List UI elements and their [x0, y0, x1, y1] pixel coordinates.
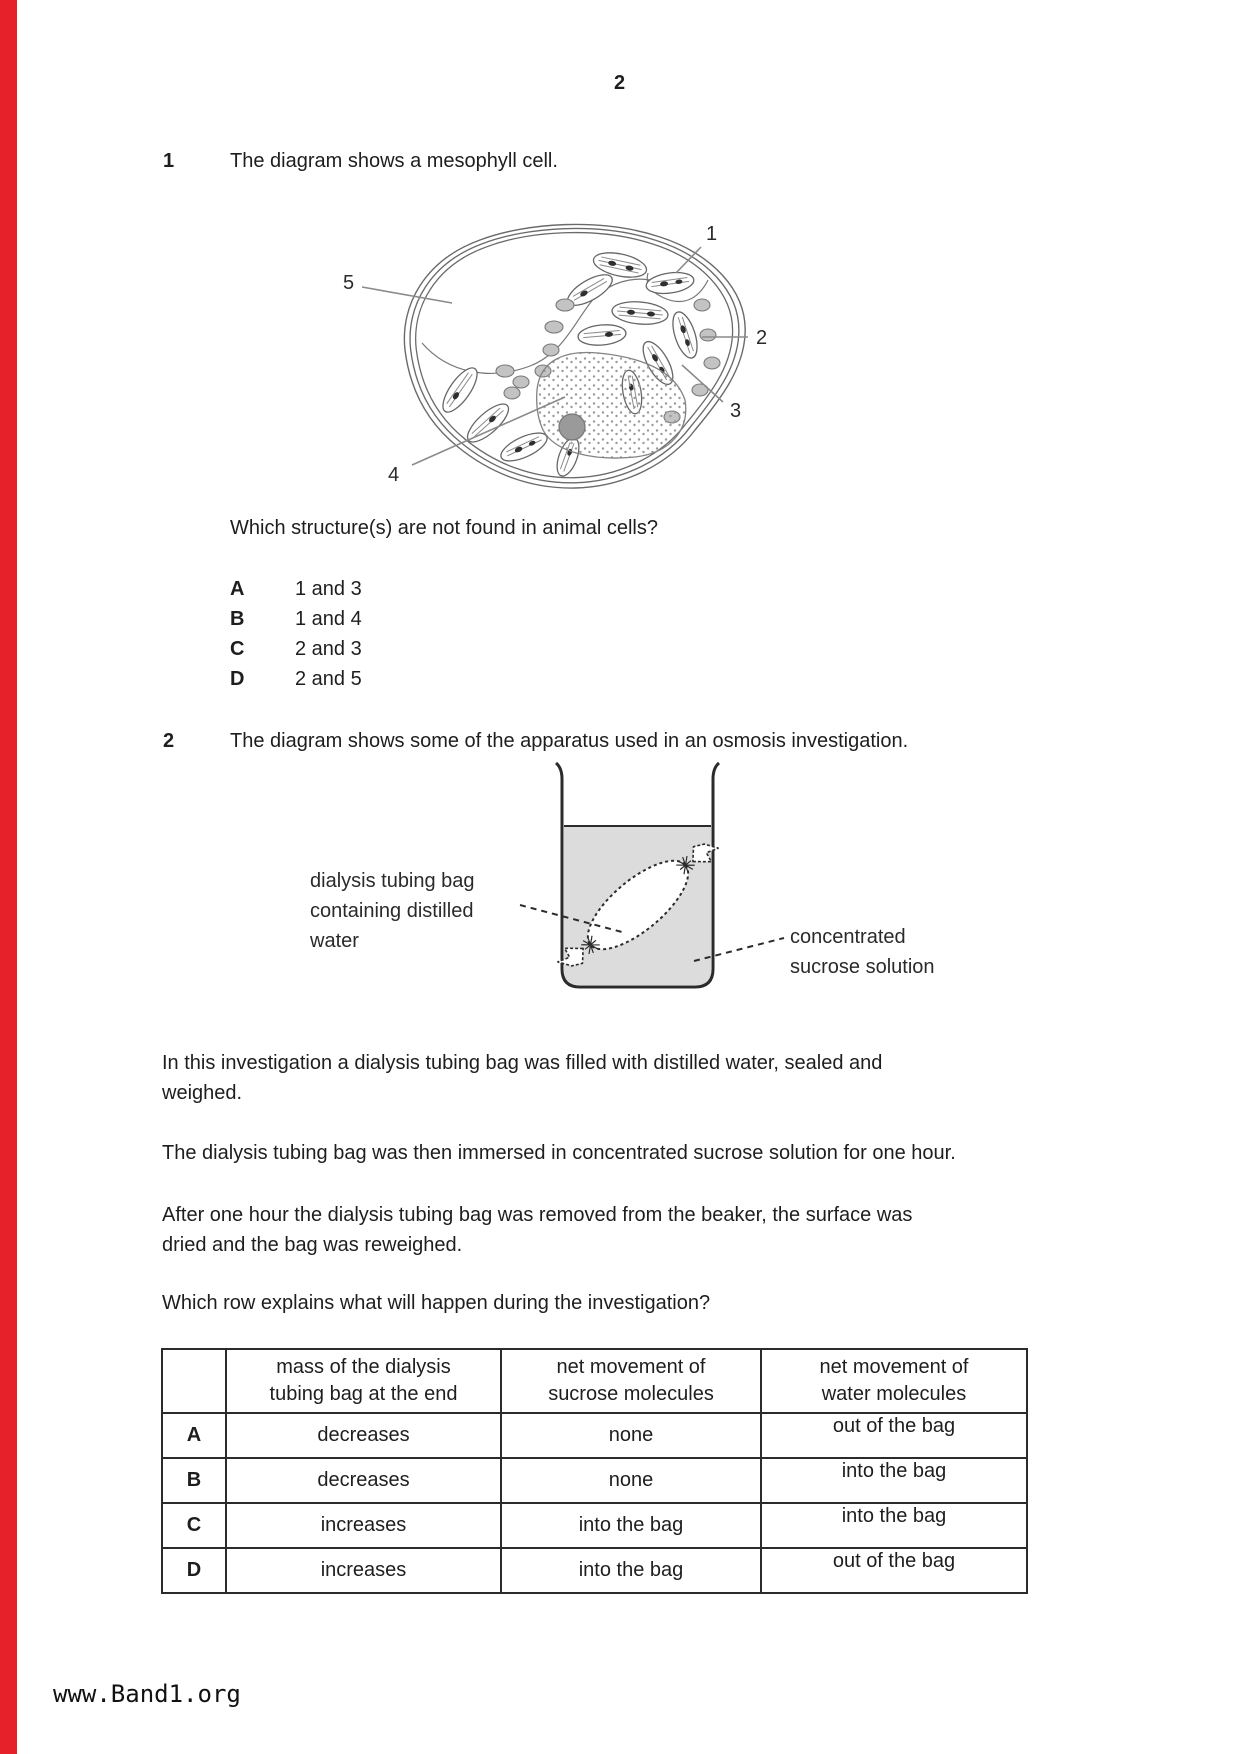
- solution-label-line1: concentrated: [790, 926, 906, 948]
- footer-watermark: www.Band1.org: [53, 1680, 241, 1708]
- table-corner-cell: [162, 1349, 226, 1413]
- question-2-prompt: The diagram shows some of the apparatus used in an osmosis investigation.: [230, 730, 909, 752]
- nucleolus: [559, 414, 585, 440]
- question-1-stem: Which structure(s) are not found in animal cells?: [230, 517, 658, 539]
- header-water: net movement of water molecules: [761, 1349, 1027, 1413]
- mesophyll-cell-figure: [340, 185, 790, 495]
- option-d-letter: D: [230, 668, 245, 690]
- cell-label-4: 4: [388, 464, 400, 486]
- question-1-prompt: The diagram shows a mesophyll cell.: [230, 150, 558, 172]
- paragraph-1: [162, 1048, 882, 1108]
- table-row-c: C increases into the bag into the bag: [162, 1503, 1027, 1548]
- left-accent-bar: [0, 0, 17, 1754]
- table-row-b: B decreases none into the bag: [162, 1458, 1027, 1503]
- answer-table: [161, 1348, 1028, 1594]
- osmosis-beaker-figure: [300, 755, 980, 1010]
- paragraph-3-line2: dried and the bag was reweighed.: [162, 1234, 463, 1256]
- paragraph-1-line1: In this investigation a dialysis tubing bag was filled with distilled water, sealed and: [162, 1052, 883, 1074]
- paragraph-1-line2: weighed.: [162, 1082, 243, 1104]
- paragraph-3: [162, 1200, 912, 1260]
- solution-label-line2: sucrose solution: [790, 956, 935, 978]
- option-b-letter: B: [230, 608, 245, 630]
- paragraph-2-line1: The dialysis tubing bag was then immersed in concentrated sucrose solution for one hour.: [162, 1142, 956, 1164]
- option-c-text: 2 and 3: [295, 638, 362, 660]
- table-header-row: [162, 1349, 1027, 1413]
- option-a-letter: A: [230, 578, 245, 600]
- cell-label-3: 3: [730, 400, 742, 422]
- cell-label-2: 2: [756, 327, 768, 349]
- cell-label-1: 1: [706, 223, 718, 245]
- option-b-text: 1 and 4: [295, 608, 362, 630]
- table-row-d: D increases into the bag out of the bag: [162, 1548, 1027, 1593]
- option-d-text: 2 and 5: [295, 668, 362, 690]
- question-2-stem: Which row explains what will happen during the investigation?: [162, 1292, 711, 1314]
- option-a-text: 1 and 3: [295, 578, 362, 600]
- table-row-a: A decreases none out of the bag: [162, 1413, 1027, 1458]
- bag-label-line3: water: [310, 930, 359, 952]
- paragraph-3-line1: After one hour the dialysis tubing bag was removed from the beaker, the surface was: [162, 1204, 913, 1226]
- bag-label-line1: dialysis tubing bag: [310, 870, 475, 892]
- cell-label-5: 5: [343, 272, 355, 294]
- header-mass: mass of the dialysis tubing bag at the end: [226, 1349, 501, 1413]
- page-number: 2: [613, 72, 626, 94]
- option-c-letter: C: [230, 638, 245, 660]
- question-2-number: 2: [163, 730, 175, 752]
- header-sucrose: net movement of sucrose molecules: [501, 1349, 761, 1413]
- question-1-number: 1: [163, 150, 175, 172]
- paragraph-2: [162, 1138, 956, 1168]
- bag-label-line2: containing distilled: [310, 900, 474, 922]
